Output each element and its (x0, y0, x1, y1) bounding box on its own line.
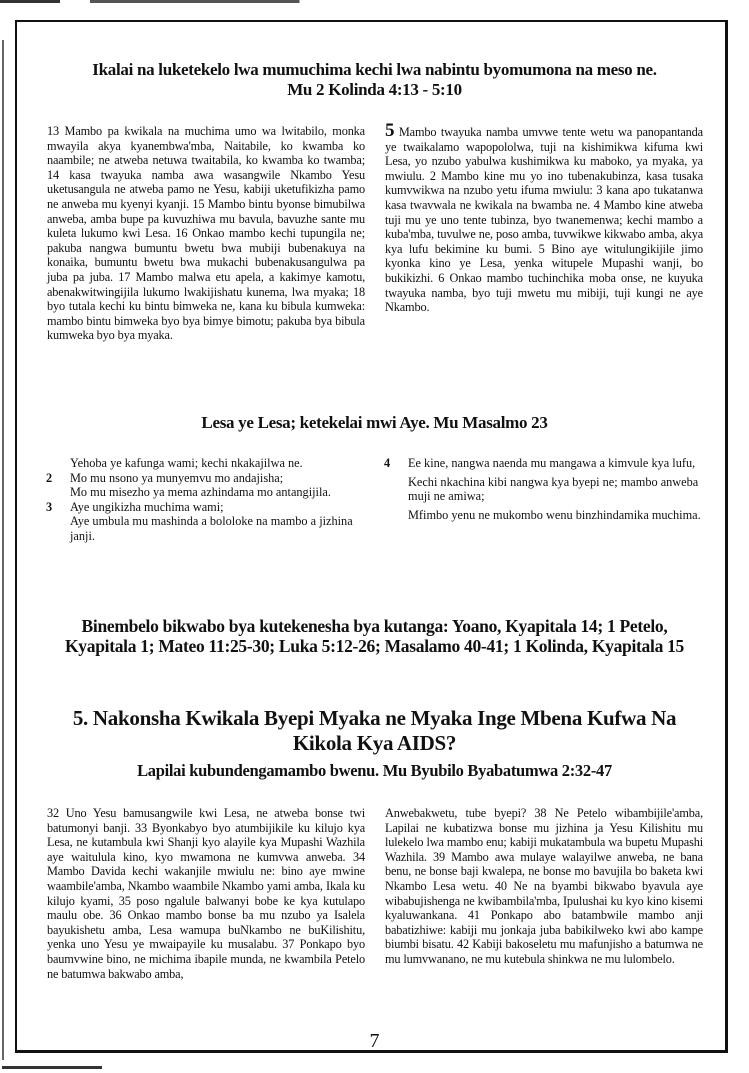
lesson-title-line1: 5. Nakonsha Kwikala Byepi Myaka ne Myaka Inge Mbena Kufwa Na (72, 706, 677, 730)
further-readings-line1: Binembelo bikwabo bya kutekenesha bya kutanga: Yoano, Kyapitala 14; 1 Petelo, (81, 616, 668, 636)
psalm-verse: 4 Ee kine, nangwa naenda mu mangawa a kimvule kya lufu, (384, 456, 696, 470)
psalm-verse: 3 Aye ungikizha muchima wami; (46, 499, 224, 514)
psalm-verse: Aye umbula mu mashinda a bololoke na mambo a jizhina janji. (70, 514, 353, 543)
page-number: 7 (369, 1030, 380, 1052)
psalm-verse: Mfimbo yenu ne mukombo wenu binzhindamika muchima. (408, 507, 701, 522)
passage1-right-paragraph (385, 120, 703, 315)
passage1-right-column (385, 120, 703, 315)
psalm-heading: Lesa ye Lesa; ketekelai mwi Aye. Mu Masalmo 23 (201, 413, 548, 432)
psalm-right-column (384, 456, 714, 522)
lesson-title (20, 706, 729, 756)
psalm-verse: Yehoba ye kafunga wami; kechi nkakajilwa ne. (70, 456, 303, 470)
passage2-right-column (385, 806, 703, 967)
further-readings-line2: Kyapitala 1; Mateo 11:25-30; Luka 5:12-26; Masalamo 40-41; 1 Kolinda, Kyapitala 15 (65, 636, 684, 657)
psalm-verse: Mo mu misezho ya mema azhindama mo antangijila. (70, 485, 331, 499)
passage1-left-column (47, 124, 365, 343)
top-heading-line1: Ikalai na luketekelo lwa mumuchima kechi lwa nabintu byomumona na meso ne. (92, 60, 657, 79)
scan-edge-top (0, 0, 749, 3)
top-heading-scripture-ref: Mu 2 Kolinda 4:13 - 5:10 (287, 79, 462, 99)
scan-edge-bottom (2, 1066, 102, 1069)
passage2-left-text: 32 Uno Yesu bamusangwile kwi Lesa, ne atweba bonse twi batumonyi banji. 33 Byonkabyo byo atumbijikile ku kilujo kya Lesa, ne kutambula kwi Shanji kyo alayile kya Mupashi Wazhila aye waitulula kino, kyo mwamona ne kumvwa anweba. 34 Mambo Davida kechi wakanjile mwiulu ne: bino aye mwine waambile'amba, Nkambo waambile Nkambo yami amba, Ikala ku kilujo kyami, 35 poso ngalule balwanyi bobe ke kya kutulapo maulu obe. 36 Onkao mambo bonse ba mu nzubo ya Isalela bayukishetu amba, Lesa wamupa buNkambo ne buKilishitu, yenka uno Yesu ye mwaipayile ku musalabu. 37 Ponkapo byo baumvwine bino, ne michima ibapile munda, ne kwambila Petelo ne batumwa bakwabo amba, (47, 806, 365, 981)
top-heading (20, 60, 729, 99)
lesson-title-line2: Kikola Kya AIDS? (292, 731, 457, 756)
passage1-left-text: 13 Mambo pa kwikala na muchima umo wa lwitabilo, monka mwayila akya kyanembwa'mba, Naitabile, ko kwamba ko naambile; ne atweba netuwa twaitabila, ko kwamba ko twamba; 14 kasa twayuka namba awa wasangwile Nkambo Yesu uketusangula ne atweba pamo ne Yesu, kabiji uketufikizha pamo ne anweba mu kyenyi kyanji. 15 Mambo bintu byonse bimubilwa anweba, amba bupe pa kuvuzhiwa mu bavula, bavuzhe sante mu kuleta lukumo kwi Lesa. 16 Onkao mambo kechi tupungila ne; pakuba nangwa bumuntu bwetu bwa mubiji bubenakuya na konaika, bumuntu bwetu bwa mukachi bubenakusangulwa pa juba pa juba. 17 Mambo malwa etu apela, a kakimye kamotu, abenakwitwingijila lukumo lwakijishatu kunema, lwa myaka; 18 byo tutala kechi ku bintu bimweka ne, kana ku bibula kumweka: mambo bintu bimweka byo bya bimye bimotu; pakuba bya bibula kumweka byo bya myaka. (47, 124, 365, 343)
chapter-number-dropcap: 5 (385, 120, 395, 141)
psalm-verse: 2 Mo mu nsono ya munyemvu mo andajisha; (46, 470, 284, 485)
scan-edge-left (2, 40, 4, 1060)
lesson-subtitle: Lapilai kubundengamambo bwenu. Mu Byubilo Byabatumwa 2:32-47 (137, 761, 612, 780)
psalm-left-column (46, 456, 366, 543)
further-readings (20, 616, 729, 656)
passage2-left-column (47, 806, 365, 981)
psalm-verse: Kechi nkachina kibi nangwa kya byepi ne; mambo anweba muji ne amiwa; (408, 474, 699, 503)
passage2-right-text: Anwebakwetu, tube byepi? 38 Ne Petelo wibambijile'amba, Lapilai ne kubatizwa bonse mu jizhina ja Yesu Kilishitu mu lulekelo lwa mambo enu; kabiji mukatambula wa bupetu Mupashi Wazhila. 39 Mambo awa mulaye walayilwe anweba, ne bana benu, ne bonse baji kwalepa, ne bonse mo bavujila bo baketa kwi Nkambo Lesa wetu. 40 Ne na byambi bikwabo byavula aye wibabujishenga ne kwibambila'mba, Ipulushai ku kyo kino kisemi kyaluwankana. 41 Ponkapo abo batambwile mambo anji babatizhiwe: kabiji mu jonkaja juba babikilweko kwi abo kampe biumbi bisatu. 42 Kabiji bakoseletu mu mafunjisho a batumwa ne mu lumvwanano, ne mu kutebula shinkwa ne mu lulombelo. (385, 806, 703, 966)
passage1-right-text: Mambo twayuka namba umvwe tente wetu wa panopantanda ye twaikalamo wapopololwa, tuji na kishimikwa kifuma kwi Lesa, yo nzubo yabulwa kushimikwa ku maboko, ya myaka, ya mwiulu. 2 Mambo kine mu yo ino tubenakubinza, kasa tusaka kumvwikwa na nzubo yetu ifuma mwiulu: 3 kana apo tukatanwa kasa twavwala ne kwikala na bwamba ne. 4 Mambo kine atweba tuji mu ye uno tente tubinza, byo twanemenwa; kechi mambo a kuba'mba, tuvulwe ne, poso amba, tuvwikwe kikwabo amba, akya kya lufu bekimine ku bumi. 5 Bino aye witulungikijile jimo kyonka kino ye Lesa, yenka witupele Mupashi wanji, bo bukikizhi. 6 Onkao mambo tuchinchika moba onse, ne kuyuka twayuka namba, byo tuji mwetu mu mibiji, tuji kungi ne aye Nkambo. (385, 125, 703, 315)
